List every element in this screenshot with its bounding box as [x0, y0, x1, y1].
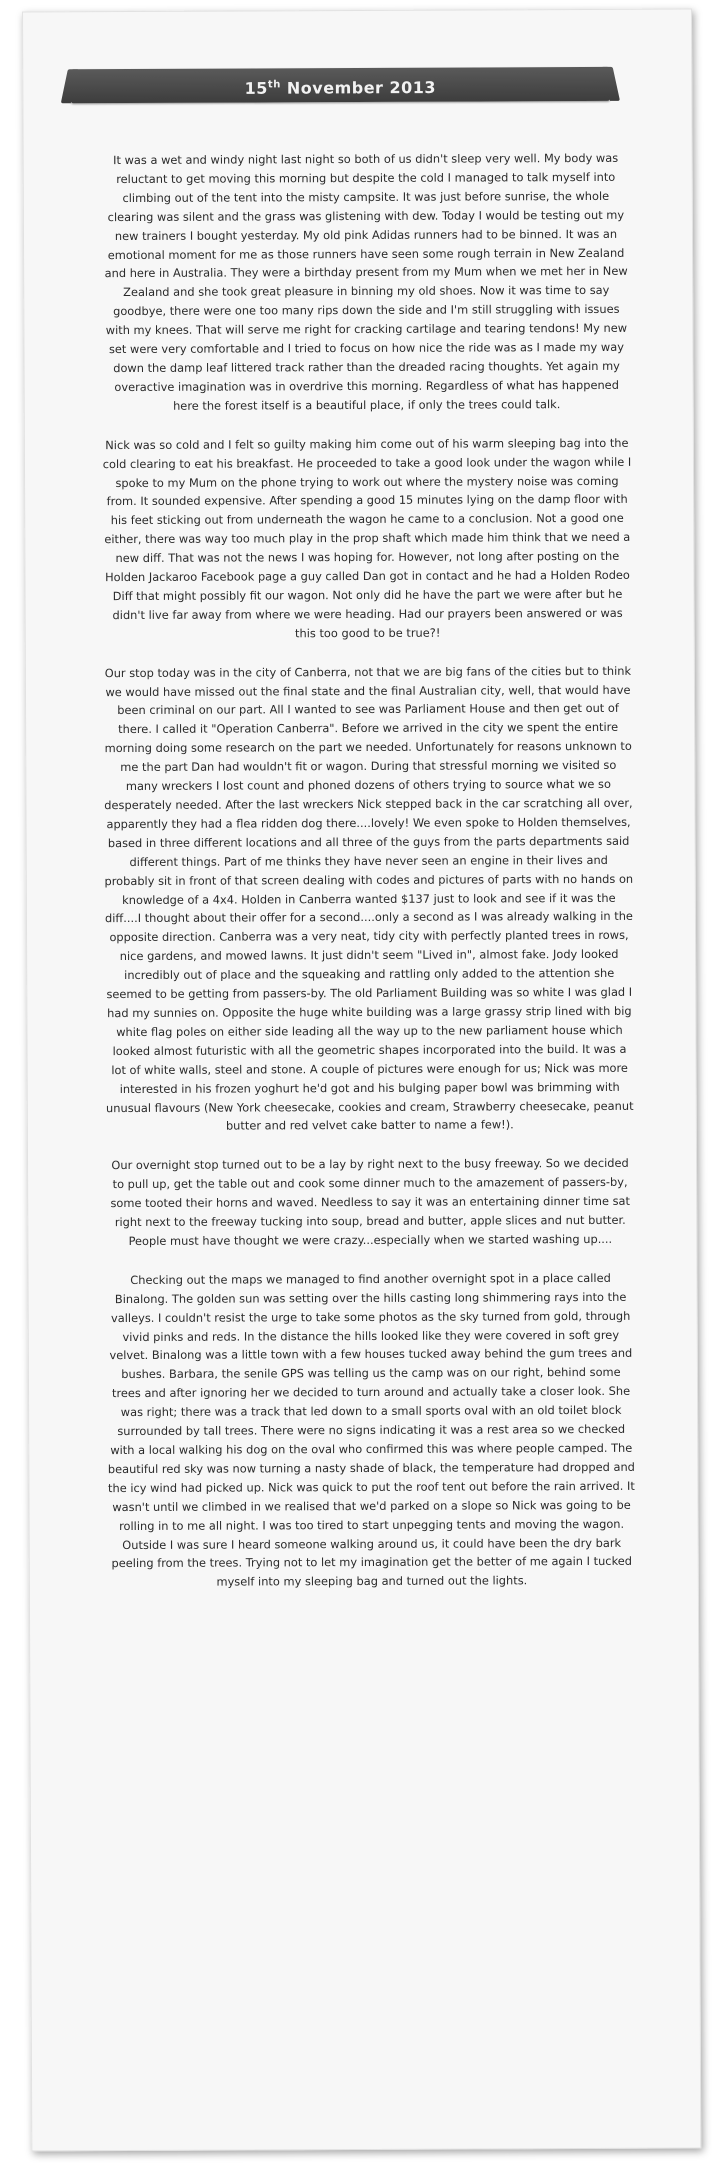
- date-day: 15: [244, 78, 268, 98]
- paragraph-overnight-stop: Our overnight stop turned out to be a lay by right next to the busy freeway. So we decided to pull up, get the table out and cook some dinner much to the amazement of passers-by, some tooted their horns and waved. Needless to say it was an entertaining dinner time sat right next to the freeway tucking into soup, bread and butter, apple slices and nut butter. People must have thought we were crazy...especially when we started washing up....: [110, 1156, 631, 1248]
- paragraph-binalong: Checking out the maps we managed to find another overnight spot in a place called Binalong. The golden sun was setting over the hills casting long shimmering rays into the valleys. I couldn't resist the urge to take some photos as the sky turned from gold, through vivid pinks and reds. In the distance the hills looked like they were covered in soft grey velvet. Binalong was a little town with a few houses tucked away behind the gum trees and bushes. Barbara, the senile GPS was telling us the camp was on our right, behind some trees and after ignoring her we decided to turn around and actually take a closer look. She was right; there was a track that led down to a small sports oval with an old toilet block surrounded by tall trees. There were no signs indicating it was a rest area so we checked with a local walking his dog on the oval who confirmed this was where people camped. The beautiful red sky was now turning a nasty shade of black, the temperature had dropped and the icy wind had picked up. Nick was quick to put the roof tent out before the rain arrived. It wasn't until we climbed in we realised that we'd parked on a slope so Nick was going to be rolling in to me all night. I was too tired to start unpegging tents and moving the wagon. Outside I was sure I heard someone walking around us, it could have been the dry bark peeling from the trees. Trying not to let my imagination get the better of me again I tucked myself into my sleeping bag and turned out the lights.: [107, 1270, 635, 1589]
- date-month-year: November 2013: [280, 77, 437, 98]
- paragraph-morning: It was a wet and windy night last night so both of us didn't sleep very well. My body was reluctant to get moving this morning but despite the cold I managed to talk myself into climbing out of the tent into the misty campsite. It was just before sunrise, the whole clearing was silent and the grass was glistening with dew. Today I would be testing out my new trainers I bought yesterday. My old pink Adidas runners had to be binned. It was an emotional moment for me as those runners have seen some rough terrain in New Zealand and here in Australia. They were a birthday present from my Mum when we met her in New Zealand and she took great pleasure in binning my old shoes. Now it was time to say goodbye, there were one too many rips down the side and I'm still struggling with issues with my knees. That will serve me right for cracking cartilage and tearing tendons! My new set were very comfortable and I tried to focus on how nice the ride was as I made my way down the damp leaf littered track rather than the dreaded racing thoughts. Yet again my overactive imagination was in overdrive this morning. Regardless of what has happened here the forest itself is a beautiful place, if only the trees could talk.: [104, 150, 628, 413]
- date-banner: [70, 67, 610, 103]
- journal-page: [22, 9, 701, 2152]
- journal-body: [101, 149, 637, 1613]
- paragraph-breakfast: Nick was so cold and I felt so guilty making him come out of his warm sleeping bag into the cold clearing to eat his breakfast. He proceeded to take a good look under the wagon while I spoke to my Mum on the phone trying to work out where the mystery noise was coming from. It sounded expensive. After spending a good 15 minutes lying on the damp floor with his feet sticking out from underneath the wagon he came to a conclusion. Not a good one either, there was way too much play in the prop shaft which made him think that we need a new diff. That was not the news I was hoping for. However, not long after posting on the Holden Jackaroo Facebook page a guy called Dan got in contact and he had a Holden Rodeo Diff that might possibly fit our wagon. Not only did he have the part we were after but he didn't live far away from where we were heading. Had our prayers been answered or was this too good to be true?!: [102, 435, 632, 641]
- paragraph-canberra: Our stop today was in the city of Canberra, not that we are big fans of the cities but to think we would have missed out the final state and the final Australian city, well, that would have been criminal on our part. All I wanted to see was Parliament House and then get out of there. I called it "Operation Canberra". Before we arrived in the city we spent the entire morning doing some research on the part we needed. Unfortunately for reasons unknown to me the part Dan had wouldn't fit or wagon. During that stressful morning we visited so many wreckers I lost count and phoned dozens of others trying to source what we so desperately needed. After the last wreckers Nick stepped back in the car scratching all over, apparently they had a flea ridden dog there....lovely! We even spoke to Holden themselves, based in three different locations and all three of the guys from the parts departments said different things. Part of me thinks they have never seen an engine in their lives and probably sit in front of that screen dealing with codes and pictures of parts with no hands on knowledge of a 4x4. Holden in Canberra wanted $137 just to look and see if it was the diff....I thought about their offer for a second....only a second as I was already walking in the opposite direction. Canberra was a very neat, tidy city with perfectly planted trees in rows, nice gardens, and mowed lawns. It just didn't seem "Lived in", almost fake. Jody looked incredibly out of place and the squeaking and rattling only added to the attention she seemed to be getting from passers-by. The old Parliament Building was so white I was glad I had my sunnies on. Opposite the huge white building was a large grassy strip lined with big white flag poles on either side leading all the way up to the new parliament house which looked almost futuristic with all the geometric shapes incorporated into the build. It was a lot of white walls, steel and stone. A couple of pictures were enough for us; Nick was more interested in his frozen yoghurt he'd got and his bulging paper bowl was brimming with unusual flavours (New York cheesecake, cookies and cream, Strawberry cheesecake, peanut butter and red velvet cake batter to name a few!).: [104, 663, 634, 1133]
- date-title: [70, 67, 610, 107]
- date-ordinal: th: [267, 79, 281, 91]
